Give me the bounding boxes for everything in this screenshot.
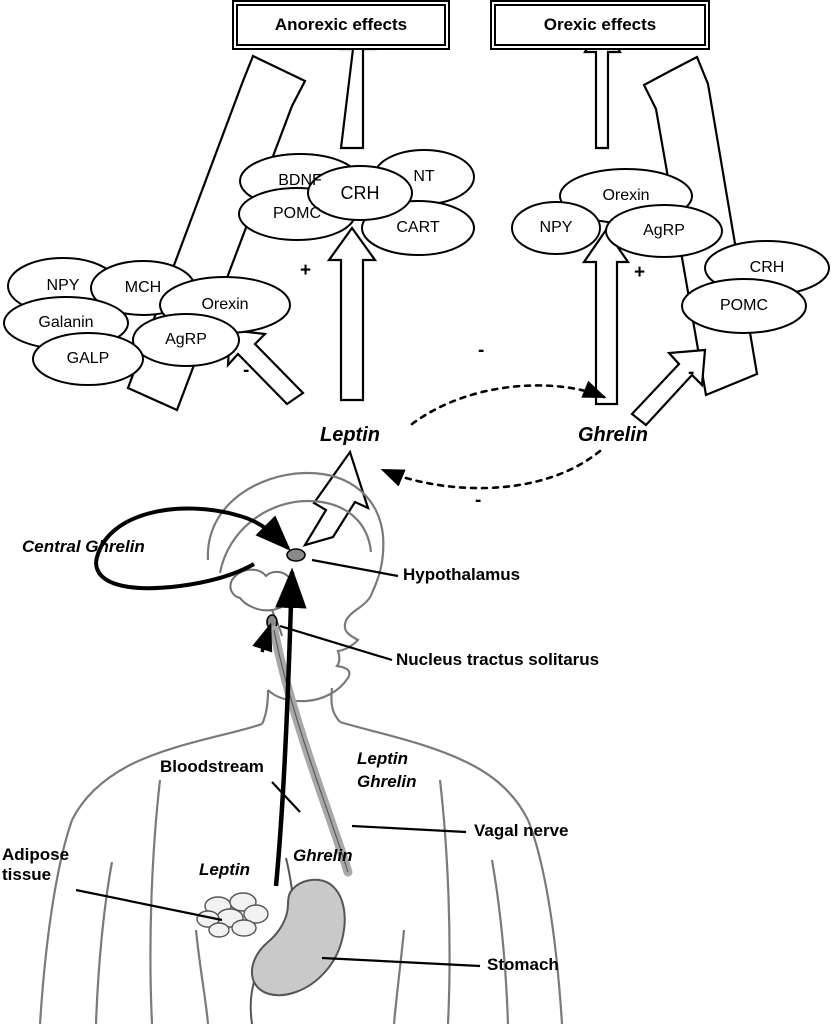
- dotted-leptin-to-ghrelin: [412, 385, 604, 424]
- ghrelin-vagal-label: [357, 772, 417, 792]
- text-crh-left: CRH: [340, 182, 380, 203]
- sign-minus-ghrelin-to-leptin: -: [475, 490, 482, 511]
- ellipse-agrp-right: [606, 205, 722, 257]
- text-bdnf: BDNF: [278, 172, 322, 189]
- hypothalamus-label: [403, 565, 520, 585]
- adipose-tissue-cells: [197, 893, 268, 937]
- shoulder-right: [340, 722, 528, 820]
- ellipse-crh-left: [308, 166, 412, 220]
- sign-plus-left: +: [300, 260, 312, 281]
- text-leptin-adipose: Leptin: [199, 860, 250, 879]
- leader-bloodstream: [272, 782, 300, 812]
- text-ghrelin: Ghrelin: [578, 424, 649, 446]
- text-cart: CART: [396, 219, 440, 236]
- text-crh-right: CRH: [749, 259, 785, 276]
- text-galp: GALP: [66, 350, 110, 367]
- sign-minus-leptin-to-ghrelin: -: [478, 340, 485, 361]
- sign-minus-ghrelin-cluster: -: [688, 362, 695, 383]
- text-pomc-left: POMC: [273, 205, 321, 222]
- text-vagal-nerve: Vagal nerve: [474, 821, 569, 840]
- hypothalamus-marker: [287, 549, 305, 561]
- arm-left-inner: [96, 862, 112, 1024]
- ellipse-npy-right: [512, 202, 600, 254]
- nucleus-tractus-solitarus-label: [396, 650, 599, 670]
- leptin-ghrelin-feedback: [383, 385, 604, 488]
- torso-right: [440, 780, 450, 1024]
- head-face-profile: [337, 593, 372, 676]
- arm-right: [528, 820, 562, 1024]
- text-leptin: Leptin: [320, 424, 380, 446]
- esophagus: [286, 858, 292, 890]
- text-ghrelin-stomach: Ghrelin: [293, 846, 353, 865]
- text-stomach: Stomach: [487, 955, 559, 974]
- text-hypothalamus: Hypothalamus: [403, 565, 521, 584]
- nts-vagal-arrow: [262, 626, 270, 652]
- arrow-ghrelin-to-orexic-cluster: [584, 230, 628, 404]
- sign-plus-right: +: [634, 262, 646, 283]
- ghrelin-stomach-label: [293, 846, 353, 866]
- text-ghrelin-vagal: Ghrelin: [357, 772, 417, 791]
- text-orexin-left: Orexin: [201, 296, 249, 313]
- bloodstream-arrow: [276, 572, 292, 886]
- text-central-ghrelin: Central Ghrelin: [22, 537, 145, 556]
- jaw-line: [268, 676, 349, 701]
- leader-adipose: [76, 890, 222, 920]
- leptin-vagal-label: [357, 749, 408, 769]
- central-ghrelin-label: [22, 537, 145, 557]
- adipose-tissue-label: [2, 845, 69, 886]
- text-mch: MCH: [124, 279, 162, 296]
- text-agrp-left: AgRP: [165, 331, 207, 348]
- stomach-body: [252, 880, 345, 995]
- orexic-effects-box: [494, 4, 706, 46]
- sign-minus-leptin-cluster: -: [243, 360, 250, 381]
- hip-left: [196, 930, 208, 1024]
- leader-vagal-nerve: [352, 826, 466, 832]
- text-adipose-tissue: Adipose tissue: [2, 845, 70, 885]
- text-bloodstream: Bloodstream: [160, 757, 264, 776]
- text-nts: Nucleus tractus solitarus: [396, 650, 600, 669]
- text-leptin-vagal: Leptin: [357, 749, 408, 768]
- leader-nts: [280, 626, 392, 660]
- text-agrp-right: AgRP: [643, 222, 685, 239]
- leptin-adipose-label: [199, 860, 250, 880]
- torso-left: [150, 780, 160, 1024]
- dotted-ghrelin-to-leptin: [383, 451, 600, 488]
- text-pomc-right: POMC: [720, 297, 768, 314]
- hip-right: [394, 930, 404, 1024]
- arrow-head-to-leptin: [305, 452, 368, 545]
- stomach-shape: [251, 858, 345, 1024]
- ellipse-agrp-left: [133, 314, 239, 366]
- vagal-nerve-label: [474, 821, 569, 841]
- leptin-label: [320, 424, 380, 447]
- ghrelin-label: [578, 424, 648, 447]
- anorexic-effects-box: [236, 4, 446, 46]
- duodenum: [251, 982, 254, 1024]
- text-npy-right: NPY: [539, 219, 573, 236]
- brain-lobe: [230, 570, 292, 611]
- orexic-effects-label: Orexic effects: [543, 15, 657, 34]
- arrow-leptin-to-anorexic-cluster: [329, 228, 375, 400]
- text-galanin: Galanin: [38, 314, 94, 331]
- ellipse-pomc-right: [682, 279, 806, 333]
- stomach-label: [487, 955, 559, 975]
- arm-right-inner: [492, 860, 508, 1024]
- ellipse-galp: [33, 333, 143, 385]
- neck-left: [262, 690, 268, 724]
- bloodstream-label: [160, 757, 264, 777]
- anorexic-effects-label: Anorexic effects: [274, 15, 408, 34]
- text-orexin-right: Orexin: [602, 187, 650, 204]
- leader-hypothalamus: [312, 560, 398, 576]
- text-nt: NT: [413, 168, 435, 185]
- text-npy-left: NPY: [46, 277, 80, 294]
- inner-head-line: [220, 501, 371, 573]
